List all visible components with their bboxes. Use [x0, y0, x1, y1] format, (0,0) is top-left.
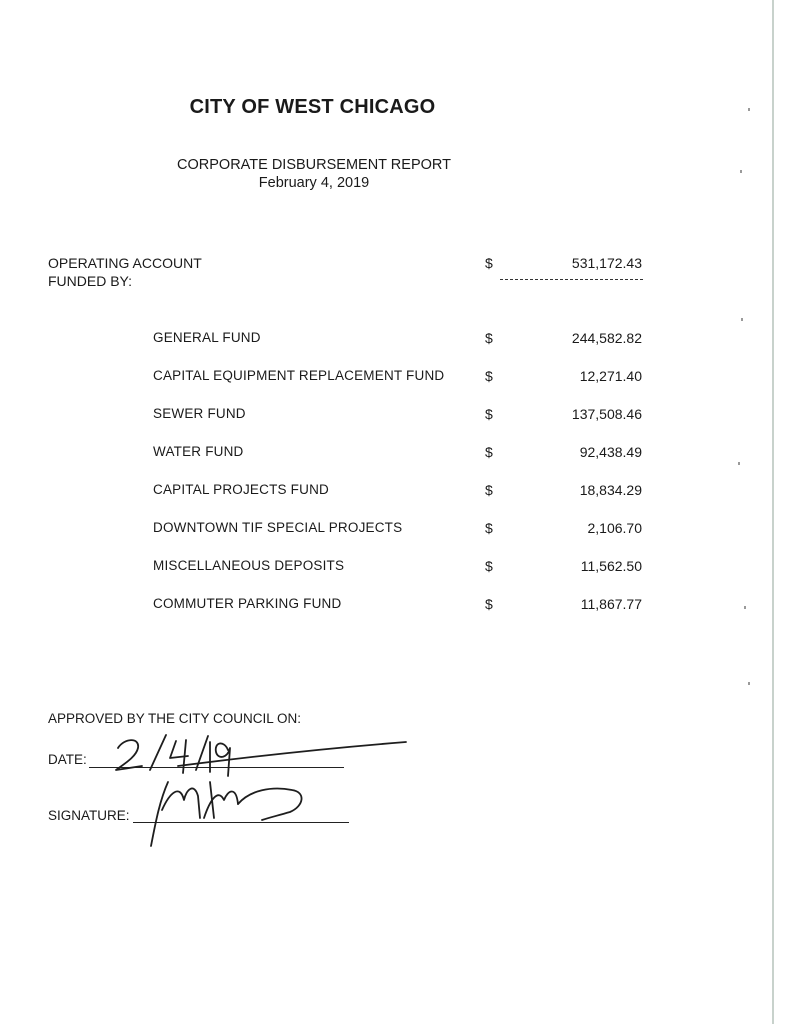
fund-label: COMMUTER PARKING FUND	[153, 596, 342, 611]
fund-amount: 11,562.50	[580, 558, 642, 574]
fund-label: WATER FUND	[153, 444, 244, 459]
fund-currency: $	[485, 330, 493, 346]
fund-currency: $	[485, 482, 493, 498]
fund-currency: $	[485, 596, 493, 612]
fund-label: SEWER FUND	[153, 406, 246, 421]
operating-account-amount: 531,172.43	[571, 255, 642, 271]
funded-by-label: FUNDED BY:	[48, 273, 133, 289]
report-date: February 4, 2019	[258, 175, 370, 191]
fund-currency: $	[485, 520, 493, 536]
fund-label: DOWNTOWN TIF SPECIAL PROJECTS	[153, 520, 403, 535]
fund-label: CAPITAL PROJECTS FUND	[153, 482, 329, 497]
fund-label: MISCELLANEOUS DEPOSITS	[153, 558, 345, 573]
fund-amount: 137,508.46	[571, 406, 642, 422]
date-label: DATE:	[48, 752, 87, 767]
operating-account-currency: $	[485, 255, 493, 271]
report-name: CORPORATE DISBURSEMENT REPORT	[177, 157, 451, 173]
fund-label: GENERAL FUND	[153, 330, 261, 345]
fund-amount: 18,834.29	[579, 482, 642, 498]
fund-currency: $	[485, 368, 493, 384]
fund-label: CAPITAL EQUIPMENT REPLACEMENT FUND	[153, 368, 445, 383]
handwritten-date	[116, 735, 406, 776]
fund-amount: 11,867.77	[580, 596, 642, 612]
fund-amount: 12,271.40	[579, 368, 642, 384]
fund-amount: 244,582.82	[571, 330, 642, 346]
fund-currency: $	[485, 444, 493, 460]
fund-currency: $	[485, 558, 493, 574]
signature-label: SIGNATURE:	[48, 808, 130, 823]
city-title: CITY OF WEST CHICAGO	[189, 96, 436, 118]
fund-currency: $	[485, 406, 493, 422]
fund-amount: 92,438.49	[579, 444, 642, 460]
signature-scrawl	[151, 782, 302, 846]
fund-amount: 2,106.70	[587, 520, 642, 536]
operating-account-label: OPERATING ACCOUNT	[48, 255, 202, 271]
approved-by-label: APPROVED BY THE CITY COUNCIL ON:	[48, 711, 302, 726]
